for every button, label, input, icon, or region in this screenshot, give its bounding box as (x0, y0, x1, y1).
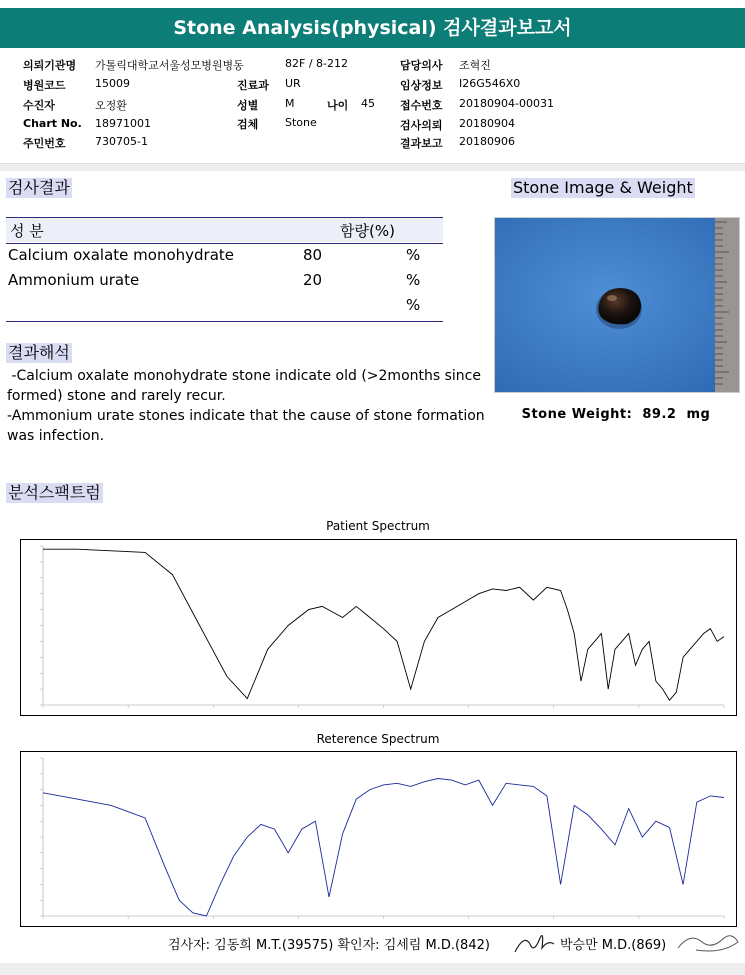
interpretation-line-2: -Ammonium urate stones indicate that the cause of stone formation was infection. (7, 408, 485, 444)
table-row (6, 246, 443, 270)
code-label: 병원코드 (23, 79, 66, 92)
patient-label: 수진자 (23, 99, 55, 112)
report-label: 결과보고 (400, 137, 443, 150)
footer-confirmer: 박승만 M.D.(869) (560, 938, 667, 953)
specimen-label: 검체 (237, 118, 259, 131)
id-label: 주민번호 (23, 137, 66, 150)
component-unit: % (406, 271, 421, 289)
spectrum-heading: 분석스팩트럼 (8, 483, 101, 502)
stone-weight: Stone Weight: 89.2 mg (521, 407, 711, 422)
header-info (0, 0, 745, 160)
component-unit: % (406, 296, 421, 314)
request-value: 20180904 (459, 117, 515, 130)
dept-value: UR (285, 77, 301, 90)
bottom-bar (0, 963, 745, 975)
reference-spectrum-title: Reterence Spectrum (316, 732, 440, 746)
id-value: 730705-1 (95, 135, 148, 148)
col-component: 성 분 (10, 222, 44, 240)
doctor-label: 담당의사 (400, 59, 443, 72)
ward-value: 82F / 8-212 (285, 57, 348, 70)
signature-mark-2 (672, 928, 742, 958)
receipt-value: 20180904-00031 (459, 97, 554, 110)
chart-label: Chart No. (23, 117, 82, 130)
reference-spectrum-svg (21, 752, 736, 926)
table-row (6, 271, 443, 295)
age-label: 나이 (327, 99, 349, 112)
reference-spectrum-chart (20, 751, 737, 927)
signature-mark-1 (512, 930, 557, 958)
patient-spectrum-title: Patient Spectrum (326, 519, 430, 533)
footer-technician: 검사자: 김동희 M.T.(39575) 확인자: 김세림 M.D.(842) (168, 938, 490, 953)
results-heading: 검사결과 (8, 178, 70, 197)
interpretation-heading: 결과해석 (8, 343, 70, 362)
interpretation-line-1: -Calcium oxalate monohydrate stone indicate old (>2months since formed) stone and rarely recur. (7, 368, 486, 404)
component-value: 20 (303, 271, 323, 289)
component-unit: % (406, 246, 421, 264)
spectrum-axes (43, 546, 724, 705)
report-value: 20180906 (459, 135, 515, 148)
col-content: 함량(%) (340, 222, 395, 240)
stone-photo (494, 217, 740, 393)
component-name: Ammonium urate (8, 271, 140, 289)
table-header-line (6, 243, 443, 244)
hospital-label: 의뢰기관명 (23, 59, 77, 72)
specimen-value: Stone (285, 116, 317, 129)
table-header-row (6, 218, 443, 242)
clinical-label: 임상정보 (400, 79, 443, 92)
patient-spectrum-svg (21, 540, 736, 715)
age-value: 45 (361, 97, 375, 110)
clinical-value: I26G546X0 (459, 77, 521, 90)
request-label: 검사의뢰 (400, 119, 443, 132)
sex-value: M (285, 97, 295, 110)
signature-footer (0, 932, 745, 962)
spectrum-line (43, 779, 724, 917)
spectrum-line (43, 549, 724, 700)
dept-label: 진료과 (237, 79, 269, 92)
component-value: 80 (303, 246, 323, 264)
spectrum-axes (43, 758, 724, 916)
sex-label: 성별 (237, 99, 259, 112)
report-title: Stone Analysis(physical) 검사결과보고서 (0, 8, 745, 48)
patient-spectrum-chart (20, 539, 737, 716)
receipt-label: 접수번호 (400, 99, 443, 112)
stone-heading: Stone Image & Weight (513, 178, 693, 197)
stone-photo-image (495, 218, 739, 392)
component-name: Calcium oxalate monohydrate (8, 246, 235, 264)
table-row (6, 296, 443, 320)
hospital-value: 가톨릭대학교서울성모병원병동 (95, 59, 244, 72)
section-divider (0, 163, 745, 171)
doctor-value: 조혁진 (459, 59, 491, 72)
code-value: 15009 (95, 77, 130, 90)
table-bottom-line (6, 321, 443, 322)
chart-value: 18971001 (95, 117, 151, 130)
patient-value: 오정환 (95, 99, 127, 112)
